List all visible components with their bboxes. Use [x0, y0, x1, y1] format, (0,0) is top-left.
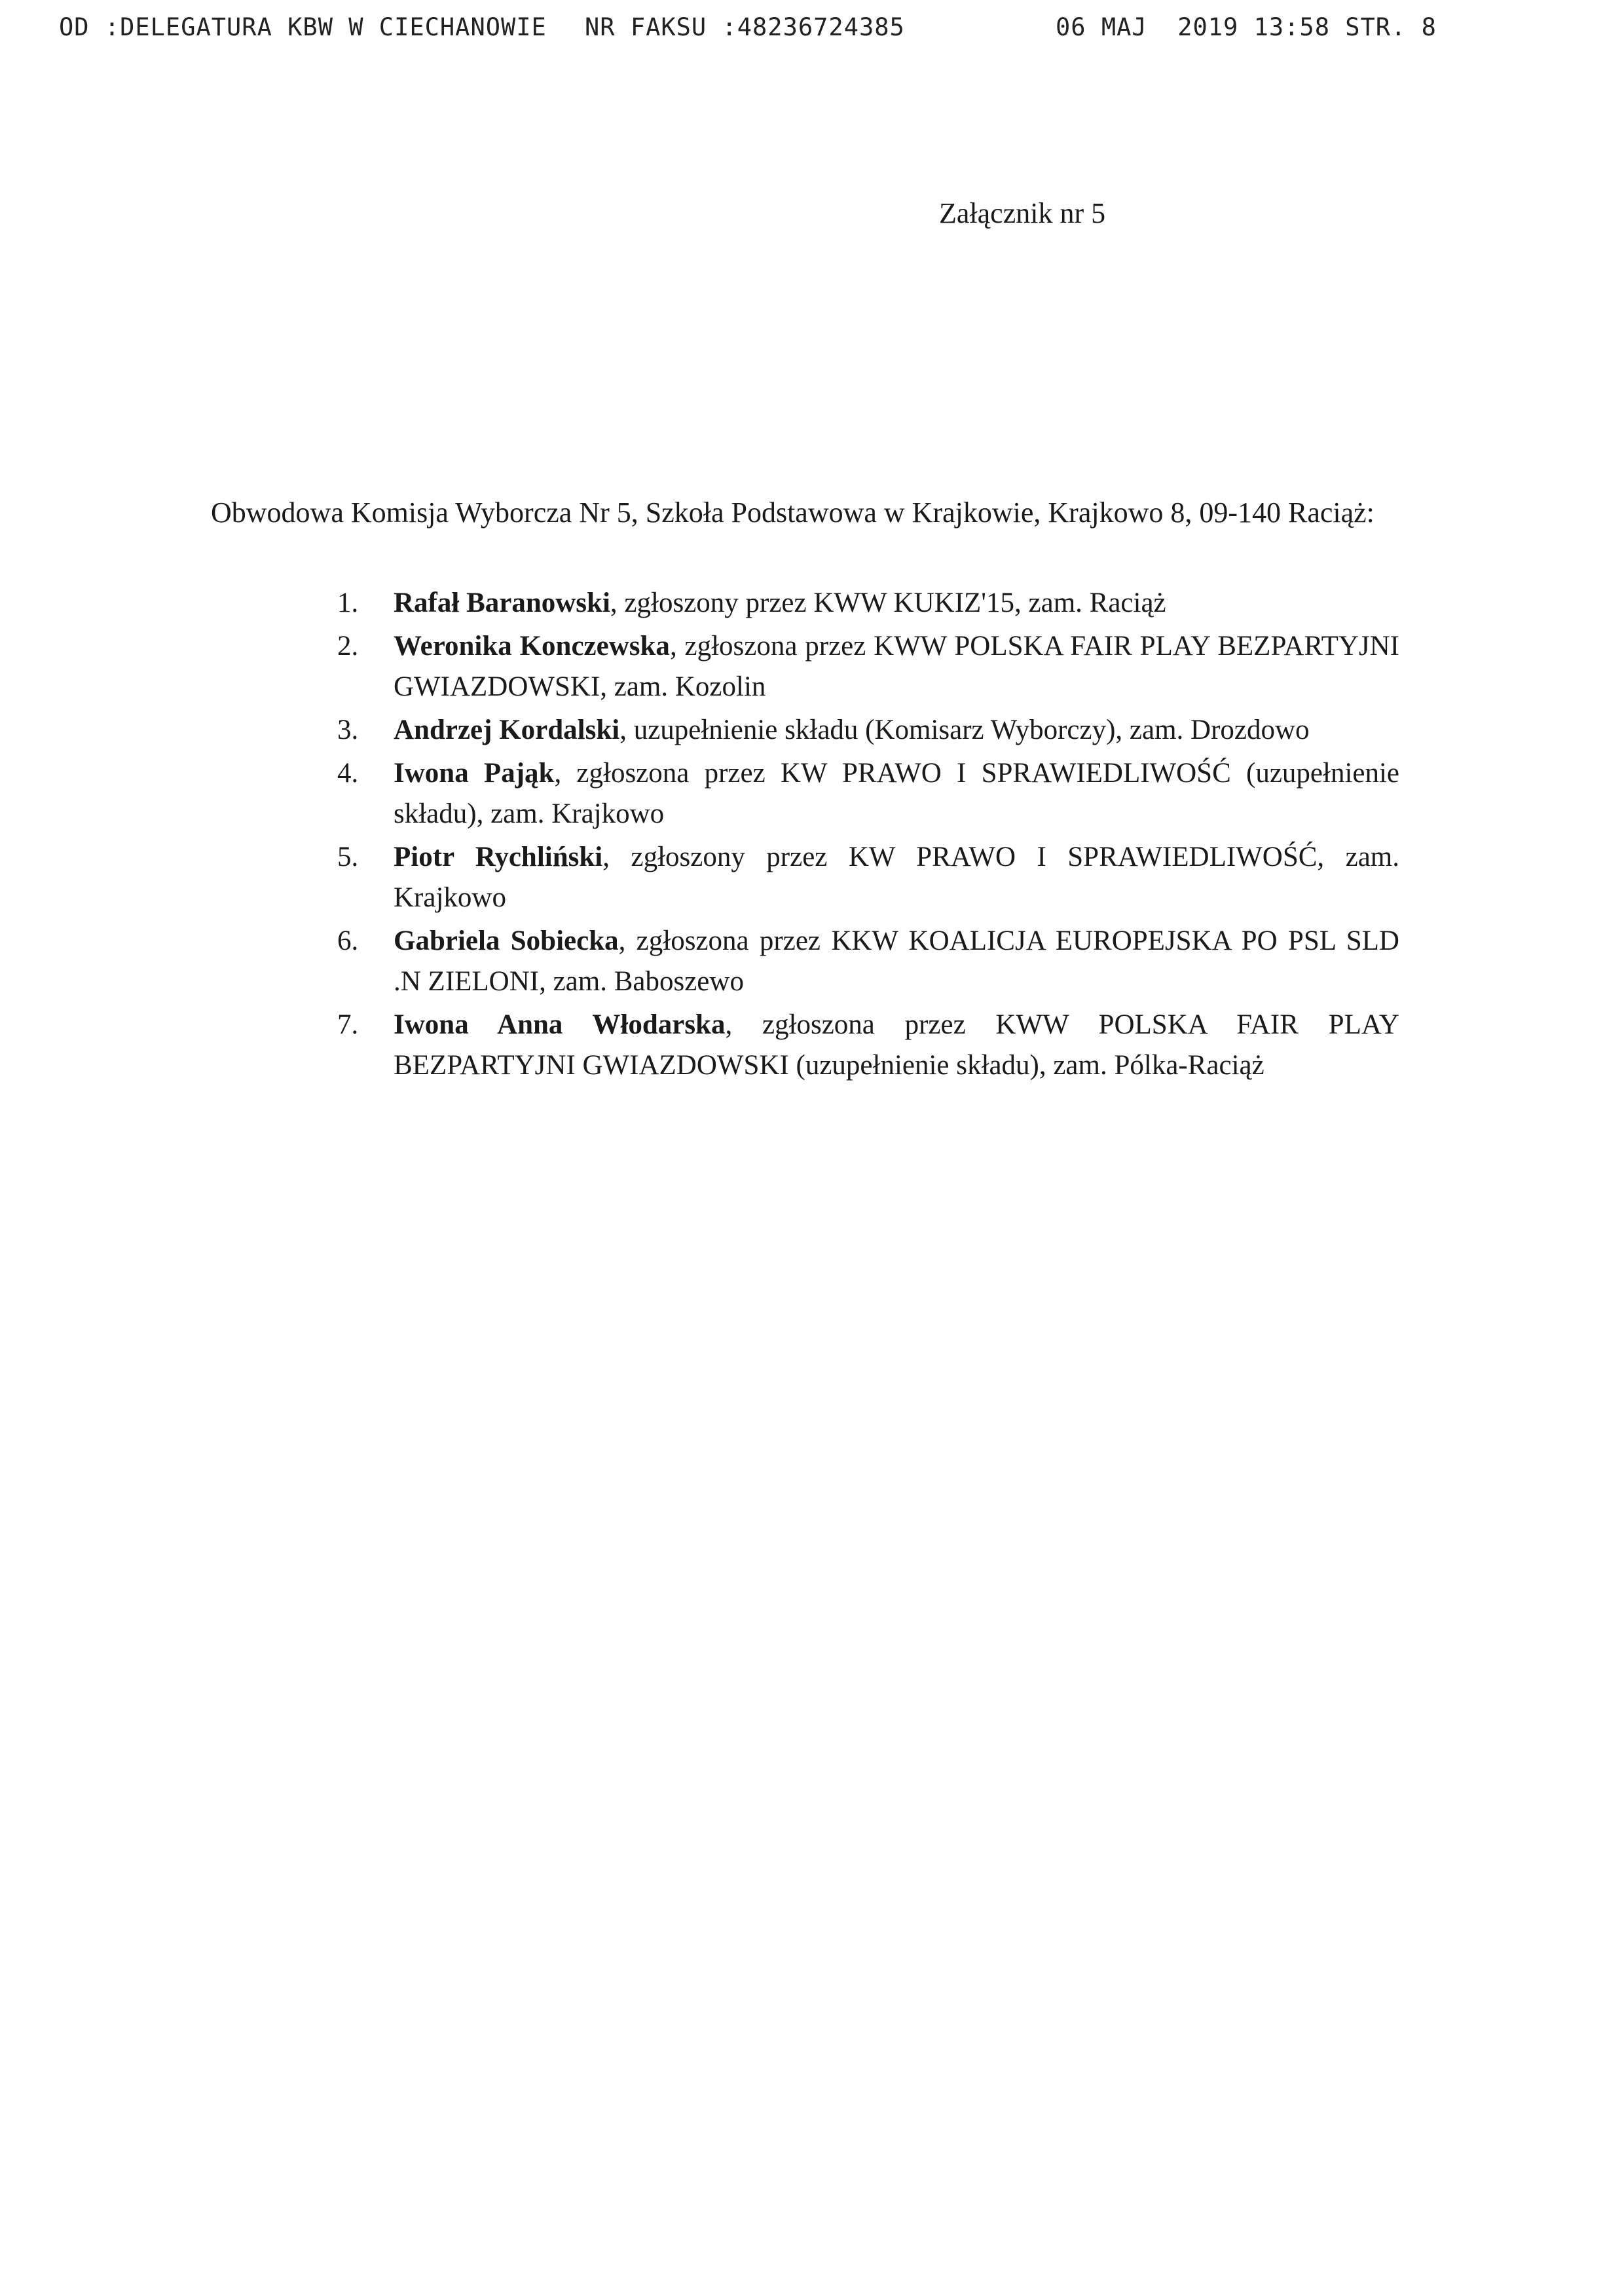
list-item — [331, 921, 1399, 1002]
fax-number: NR FAKSU :48236724385 — [585, 13, 905, 41]
member-name: Iwona Pająk — [394, 758, 555, 789]
fax-sender: OD :DELEGATURA KBW W CIECHANOWIE — [59, 13, 547, 41]
item-number: 3. — [337, 715, 359, 745]
member-name: Iwona Anna Włodarska — [394, 1009, 726, 1040]
member-details: , zgłoszona przez KWW POLSKA FAIR PLAY BEZPARTYJNI GWIAZDOWSKI, zam. Kozolin — [394, 631, 1399, 702]
item-number: 4. — [337, 758, 359, 789]
member-details: , zgłoszona przez KWW POLSKA FAIR PLAY BEZPARTYJNI GWIAZDOWSKI (uzupełnienie składu), zam. Pólka-Raciąż — [394, 1009, 1399, 1081]
member-details: , uzupełnienie składu (Komisarz Wyborczy), zam. Drozdowo — [619, 715, 1310, 745]
list-item — [331, 710, 1399, 751]
member-details: , zgłoszony przez KWW KUKIZ'15, zam. Raciąż — [610, 588, 1166, 618]
member-details: , zgłoszony przez KW PRAWO I SPRAWIEDLIWOŚĆ, zam. Krajkowo — [394, 842, 1400, 913]
list-item — [331, 753, 1399, 834]
member-name: Weronika Konczewska — [394, 631, 670, 662]
item-number: 6. — [337, 925, 359, 956]
item-number: 5. — [337, 842, 359, 872]
item-number: 1. — [337, 588, 359, 618]
member-name: Gabriela Sobiecka — [394, 925, 619, 956]
member-name: Piotr Rychliński — [394, 842, 603, 872]
list-item — [331, 1005, 1399, 1086]
member-name: Rafał Baranowski — [394, 588, 610, 618]
list-item — [331, 583, 1399, 624]
list-item — [331, 626, 1399, 707]
fax-datetime-page: 06 MAJ 2019 13:58 STR. 8 — [1056, 13, 1437, 41]
member-details: , zgłoszona przez KW PRAWO I SPRAWIEDLIWOŚĆ (uzupełnienie składu), zam. Krajkowo — [394, 758, 1400, 829]
fax-header — [59, 13, 1565, 52]
members-list — [331, 583, 1399, 1089]
item-number: 7. — [337, 1009, 359, 1040]
member-name: Andrzej Kordalski — [394, 715, 620, 745]
attachment-label: Załącznik nr 5 — [939, 197, 1106, 229]
item-number: 2. — [337, 631, 359, 662]
commission-title: Obwodowa Komisja Wyborcza Nr 5, Szkoła Podstawowa w Krajkowie, Krajkowo 8, 09-140 Raciąż: — [211, 496, 1375, 529]
list-item — [331, 837, 1399, 918]
member-details: , zgłoszona przez KKW KOALICJA EUROPEJSKA PO PSL SLD .N ZIELONI, zam. Baboszewo — [394, 925, 1399, 997]
